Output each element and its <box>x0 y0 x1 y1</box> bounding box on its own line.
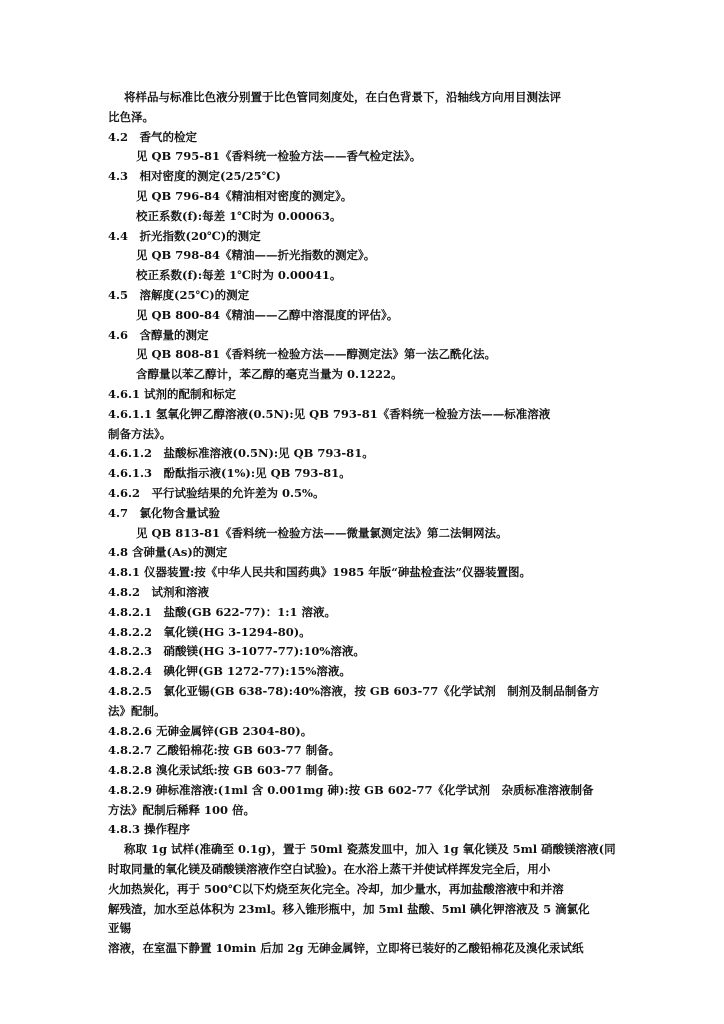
text-line: 火加热炭化，再于 500℃以下灼烧至灰化完全。冷却，加少量水，再加盐酸溶液中和并溶 <box>108 881 564 896</box>
text-line: 4.6.1.1 氢氧化钾乙醇溶液(0.5N):见 QB 793-81《香料统一检验方法——标准溶液 <box>108 406 551 421</box>
section-heading: 4.8.2 试剂和溶液 <box>108 584 210 599</box>
text-line: 见 QB 796-84《精油相对密度的测定》。 <box>136 188 353 203</box>
section-heading: 4.6.1 试剂的配制和标定 <box>108 386 237 401</box>
text-line: 见 QB 800-84《精油——乙醇中溶混度的评估》。 <box>136 307 399 322</box>
text-line: 见 QB 798-84《精油——折光指数的测定》。 <box>136 248 376 263</box>
text-line: 4.8.2.5 氯化亚锡(GB 638-78):40%溶液，按 GB 603-77《化学试剂 制剂及制品制备方 <box>108 683 600 698</box>
text-line: 4.8.2.7 乙酸铅棉花:按 GB 603-77 制备。 <box>108 743 341 758</box>
section-heading: 4.3 相对密度的测定(25/25℃) <box>108 169 281 184</box>
text-line: 4.6.2 平行试验结果的允许差为 0.5%。 <box>108 485 325 500</box>
section-heading: 4.7 氯化物含量试验 <box>108 505 221 520</box>
text-line: 溶液，在室温下静置 10min 后加 2g 无砷金属锌，立即将已装好的乙酸铅棉花及溴化汞试纸 <box>108 941 584 956</box>
section-heading: 4.4 折光指数(20℃)的测定 <box>108 228 261 243</box>
section-heading: 4.8.3 操作程序 <box>108 822 191 837</box>
text-line: 4.6.1.2 盐酸标准溶液(0.5N):见 QB 793-81。 <box>108 446 374 461</box>
text-line: 4.8.2.2 氧化镁(HG 3-1294-80)。 <box>108 624 311 639</box>
text-line: 校正系数(f):每差 1℃时为 0.00041。 <box>136 268 342 283</box>
text-line: 亚锡 <box>108 921 131 936</box>
section-heading: 4.5 溶解度(25℃)的测定 <box>108 287 250 302</box>
text-line: 4.8.2.3 硝酸镁(HG 3-1077-77):10%溶液。 <box>108 644 365 659</box>
text-line: 4.8.1 仪器装置:按《中华人民共和国药典》1985 年版“砷盐检查法”仪器装置图。 <box>108 565 531 580</box>
text-line: 见 QB 813-81《香料统一检验方法——微量氯测定法》第二法铜网法。 <box>136 525 508 540</box>
section-heading: 4.8 含砷量(As)的测定 <box>108 545 228 560</box>
text-line: 见 QB 795-81《香料统一检验方法——香气检定法》。 <box>136 149 422 164</box>
text-line: 将样品与标准比色液分别置于比色管同刻度处，在白色背景下，沿轴线方向用目测法评 <box>124 90 561 104</box>
text-line: 4.8.2.1 盐酸(GB 622-77)：1:1 溶液。 <box>108 604 336 619</box>
text-line: 4.8.2.6 无砷金属锌(GB 2304-80)。 <box>108 723 313 738</box>
text-line: 比色泽。 <box>108 109 154 124</box>
section-heading: 4.2 香气的检定 <box>108 129 198 144</box>
text-line: 方法》配制后稀释 100 倍。 <box>108 802 256 817</box>
document-body <box>108 88 618 959</box>
text-line: 时取同量的氧化镁及硝酸镁溶液作空白试验)。在水浴上蒸干并使试样挥发完全后，用小 <box>108 862 551 877</box>
text-line: 制备方法》。 <box>108 426 172 441</box>
text-line: 4.8.2.8 溴化汞试纸:按 GB 603-77 制备。 <box>108 763 341 778</box>
text-line: 4.6.1.3 酚酞指示液(1%):见 QB 793-81。 <box>108 466 351 481</box>
section-heading: 4.6 含醇量的测定 <box>108 327 209 342</box>
text-line: 4.8.2.4 碘化钾(GB 1272-77):15%溶液。 <box>108 664 351 679</box>
text-line: 解残渣，加水至总体积为 23ml。移入锥形瓶中，加 5ml 盐酸、5ml 碘化钾溶液及 5 滴氯化 <box>108 901 590 916</box>
text-line: 校正系数(f):每差 1℃时为 0.00063。 <box>136 208 342 223</box>
text-line: 法》配制。 <box>108 703 166 718</box>
text-line: 称取 1g 试样(准确至 0.1g)，置于 50ml 瓷蒸发皿中，加入 1g 氧化镁及 5ml 硝酸镁溶液(同 <box>124 842 616 857</box>
text-line: 含醇量以苯乙醇计，苯乙醇的毫克当量为 0.1222。 <box>136 367 403 382</box>
text-line: 4.8.2.9 砷标准溶液:(1ml 含 0.001mg 砷):按 GB 602-77《化学试剂 杂质标准溶液制备 <box>108 782 594 797</box>
text-line: 见 QB 808-81《香料统一检验方法——醇测定法》第一法乙酰化法。 <box>136 347 497 362</box>
